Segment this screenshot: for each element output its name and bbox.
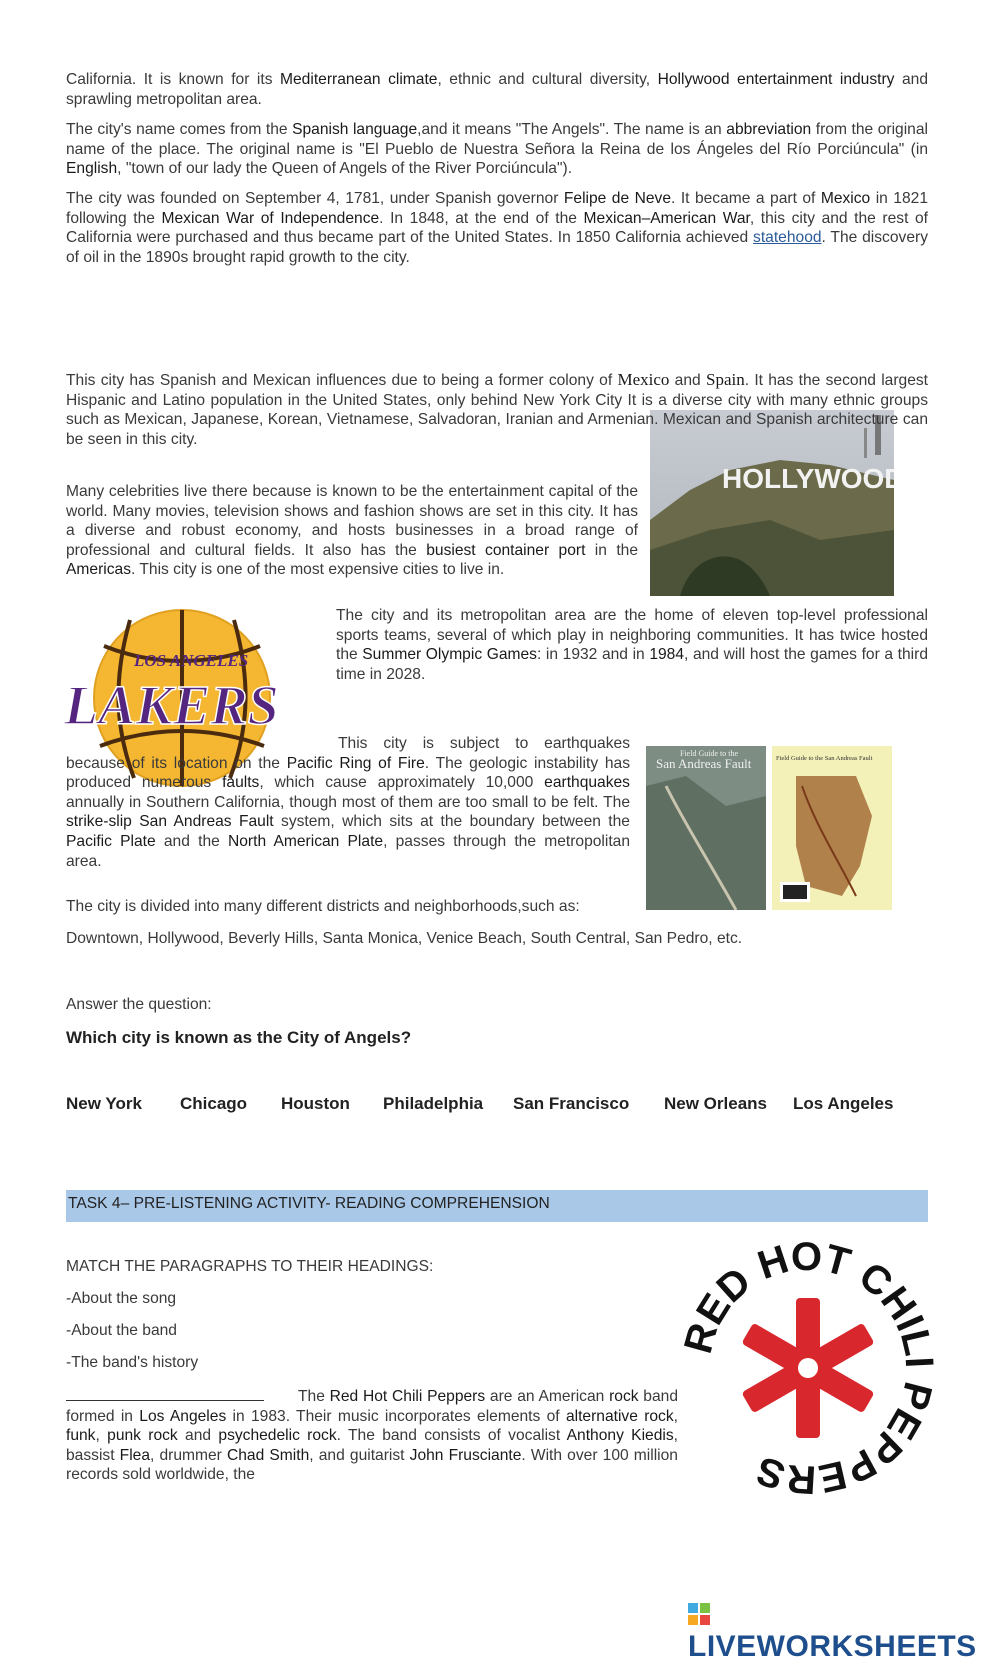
heading-answer-blank[interactable] — [66, 1386, 264, 1401]
option-new-orleans[interactable]: New Orleans — [664, 1094, 767, 1113]
paragraph-earthquakes: This city is subject to earthquakes because of its location on the Pacific Ring of Fire. The geologic instability has produced numerous faults, which cause approximately 10,000 earthquakes annually in Southern California, though most of them are too small to be felt. The strike-slip San Andreas Fault system, which sits at the boundary between the Pacific Plate and the North American Plate, passes through the metropolitan area. — [66, 735, 631, 870]
paragraph-economy: Many celebrities live there because is known to be the entertainment capital of the world. Many movies, television shows and fashion shows are set in this city. It has a diverse and robust economy, and hosts businesses in a broad range of professional and cultural fields. It also has the busiest container port in the Americas. This city is one of the most expensive cities to live in. — [66, 483, 638, 579]
lakers-top-text: LOS ANGELES — [134, 651, 249, 670]
match-instruction: MATCH THE PARAGRAPHS TO THEIR HEADINGS: — [66, 1258, 434, 1275]
option-philadelphia[interactable]: Philadelphia — [383, 1094, 484, 1113]
heading-option-history: -The band's history — [66, 1354, 199, 1371]
heading-option-band: -About the band — [66, 1322, 177, 1339]
liveworksheets-logo[interactable] — [688, 1596, 1000, 1664]
option-los-angeles[interactable]: Los Angeles — [793, 1094, 894, 1113]
paragraph-band: The Red Hot Chili Peppers are an American rock band formed in Los Angeles in 1983. Their music incorporates elements of alternative rock, funk, punk rock and psychedelic rock. The band consists of vocalist Anthony Kiedis, bassist Flea, drummer Chad Smith, and guitarist John Frusciante. With over 100 million records sold worldwide, the — [66, 1388, 678, 1484]
paragraph-history: The city was founded on September 4, 1781, under Spanish governor Felipe de Neve. It became a part of Mexico in 1821 following the Mexican War of Independence. In 1848, at the end of the Mexican–American War, this city and the rest of California were purchased and thus became part of the United States. In 1850 California achieved statehood. The discovery of oil in the 1890s brought rapid growth to the city. — [66, 190, 928, 266]
liveworksheets-mark-icon — [688, 1603, 710, 1625]
option-houston[interactable]: Houston — [281, 1094, 350, 1113]
rhcp-ring-text: RED HOT CHIL PEPPERS — [680, 1240, 936, 1496]
paragraph-districts-intro: The city is divided into many different districts and neighborhoods,such as: — [66, 898, 580, 915]
districts-list: Downtown, Hollywood, Beverly Hills, Santa Monica, Venice Beach, South Central, San Pedro, etc. — [66, 930, 743, 947]
san-andreas-fault-books-image — [646, 746, 892, 910]
option-chicago[interactable]: Chicago — [180, 1094, 248, 1113]
book1-small-title: Field Guide to the — [680, 749, 738, 758]
book1-title: San Andreas Fault — [656, 756, 752, 771]
task-heading: TASK 4– PRE-LISTENING ACTIVITY- READING COMPREHENSION — [68, 1195, 550, 1212]
paragraph-intro: California. It is known for its Mediterranean climate, ethnic and cultural diversity, Hollywood entertainment industry and sprawling metropolitan area. — [66, 71, 929, 108]
heading-option-song: -About the song — [66, 1290, 177, 1307]
rhcp-logo-image — [680, 1240, 936, 1496]
paragraph-sports: The city and its metropolitan area are the home of eleven top-level professional sports teams, several of which play in neighboring communities. It has twice hosted the Summer Olympic Games: in 1932 and in 1984, and will host the games for a third time in 2028. — [336, 607, 928, 683]
task-heading-bar — [66, 1190, 928, 1222]
option-new-york[interactable]: New York — [66, 1094, 142, 1113]
hollywood-sign-text: HOLLYWOOD — [722, 463, 894, 494]
question-text: Which city is known as the City of Angels? — [66, 1028, 412, 1047]
liveworksheets-text: LIVEWORKSHEETS — [688, 1630, 977, 1663]
paragraph-name-origin: The city's name comes from the Spanish language,and it means "The Angels". The name is an abbreviation from the original name of the place. The original name is "El Pueblo de Nuestra Señora la Reina de los Ángeles del Río Porciúncula" (in English, "town of our lady the Queen of Angels of the River Porciúncula"). — [66, 121, 928, 178]
book2-title: Field Guide to the San Andreas Fault — [776, 755, 873, 762]
statehood-link[interactable]: statehood — [753, 229, 822, 247]
lakers-main-text: LAKERS — [64, 675, 279, 737]
paragraph-culture: This city has Spanish and Mexican influences due to being a former colony of Mexico and Spain. It has the second largest Hispanic and Latino population in the United States, only behind New York City It is a diverse city with many ethnic groups such as Mexican, Japanese, Korean, Vietnamese, Salvadoran, Iranian and Armenian. Mexican and Spanish architecture can be seen in this city. — [66, 370, 928, 448]
option-san-francisco[interactable]: San Francisco — [513, 1094, 630, 1113]
answer-prompt: Answer the question: — [66, 996, 212, 1013]
